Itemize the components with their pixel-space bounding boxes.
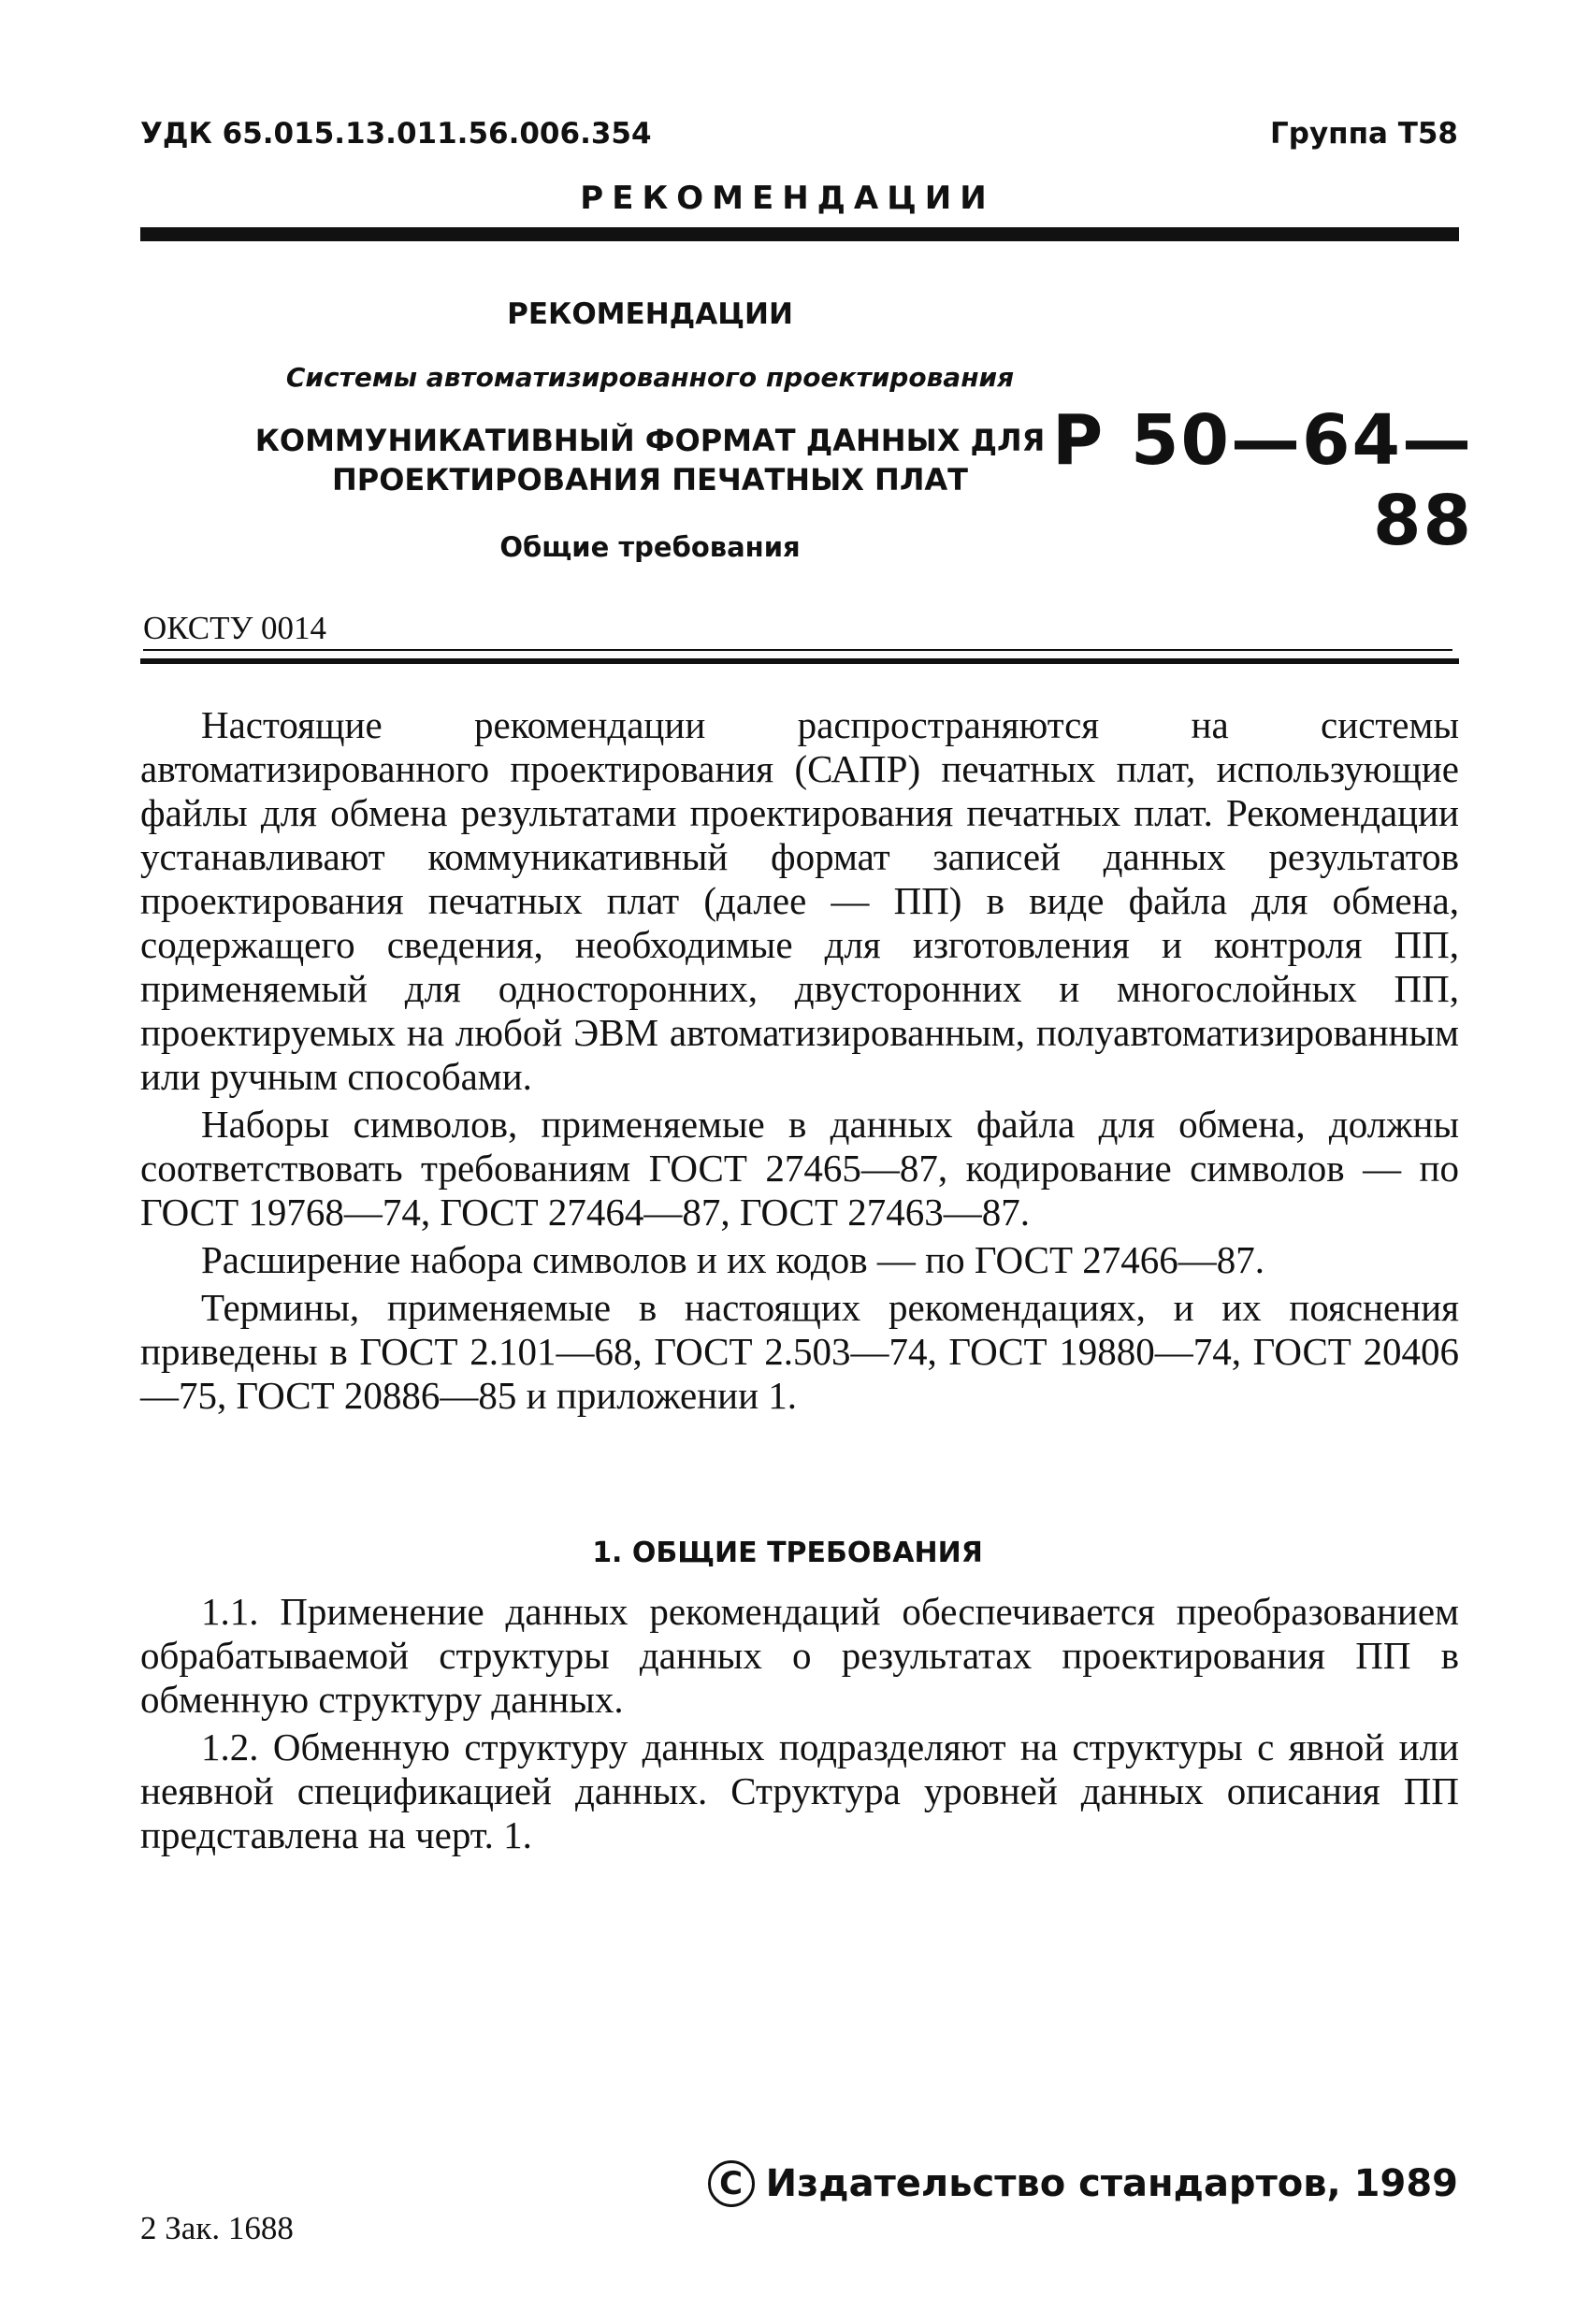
header-rule: [140, 227, 1459, 241]
okstu-code: ОКСТУ 0014: [143, 610, 327, 646]
paragraph: Термины, применяемые в настоящих рекомендациях, и их пояснения приведены в ГОСТ 2.101—68, ГОСТ 2.503—74, ГОСТ 19880—74, ГОСТ 20406—75, ГОСТ 20886—85 и приложении 1.: [140, 1286, 1459, 1417]
intro-text: [140, 703, 1459, 1422]
section-heading: 1. ОБЩИЕ ТРЕБОВАНИЯ: [592, 1537, 983, 1569]
publisher-line: [708, 2160, 1458, 2207]
document-subtitle: Общие требования: [499, 531, 801, 563]
paragraph: Наборы символов, применяемые в данных файла для обмена, должны соответствовать требованиям ГОСТ 27465—87, кодирование символов — по ГОСТ 19768—74, ГОСТ 27464—87, ГОСТ 27463—87.: [140, 1103, 1459, 1234]
paragraph: 1.2. Обменную структуру данных подразделяют на структуры с явной или неявной спецификацией данных. Структура уровней данных описания ПП представлена на черт. 1.: [140, 1725, 1459, 1856]
document-title-line-2: ПРОЕКТИРОВАНИЯ ПЕЧАТНЫХ ПЛАТ: [331, 462, 968, 498]
document-number: Р 50—64—88: [1052, 400, 1473, 561]
title-block: [234, 297, 1066, 563]
publisher-name: Издательство стандартов, 1989: [765, 2162, 1458, 2205]
order-number: 2 Зак. 1688: [140, 2210, 294, 2246]
document-type: РЕКОМЕНДАЦИИ: [507, 297, 793, 331]
copyright-icon: C: [708, 2160, 755, 2207]
paragraph: Расширение набора символов и их кодов — по ГОСТ 27466—87.: [201, 1238, 1265, 1281]
group-code: Группа Т58: [1270, 117, 1458, 151]
section-text: [140, 1590, 1459, 1861]
section-rule: [140, 658, 1459, 664]
document-title-line-1: КОММУНИКАТИВНЫЙ ФОРМАТ ДАННЫХ ДЛЯ: [254, 423, 1046, 458]
paragraph: 1.1. Применение данных рекомендаций обеспечивается преобразованием обрабатываемой структуры данных о результатах проектирования ПП в обменную структуру данных.: [140, 1590, 1459, 1721]
paragraph: Настоящие рекомендации распространяются на системы автоматизированного проектирования (САПР) печатных плат, использующие файлы для обмена результатами проектирования печатных плат. Рекомендации устанавливают коммуникативный формат записей данных результатов проектирования печатных плат (далее — ПП) в виде файла для обмена, содержащего сведения, необходимые для изготовления и контроля ПП, применяемый для односторонних, двусторонних и многослойных ПП, проектируемых на любой ЭВМ автоматизированным, полуавтоматизированным или ручным способами.: [140, 703, 1459, 1098]
document-series: Системы автоматизированного проектирования: [285, 362, 1015, 393]
banner-title: РЕКОМЕНДАЦИИ: [580, 180, 995, 217]
document-title: [234, 421, 1066, 499]
udk-code: УДК 65.015.13.011.56.006.354: [140, 117, 652, 151]
okstu-underline: [143, 649, 1452, 651]
